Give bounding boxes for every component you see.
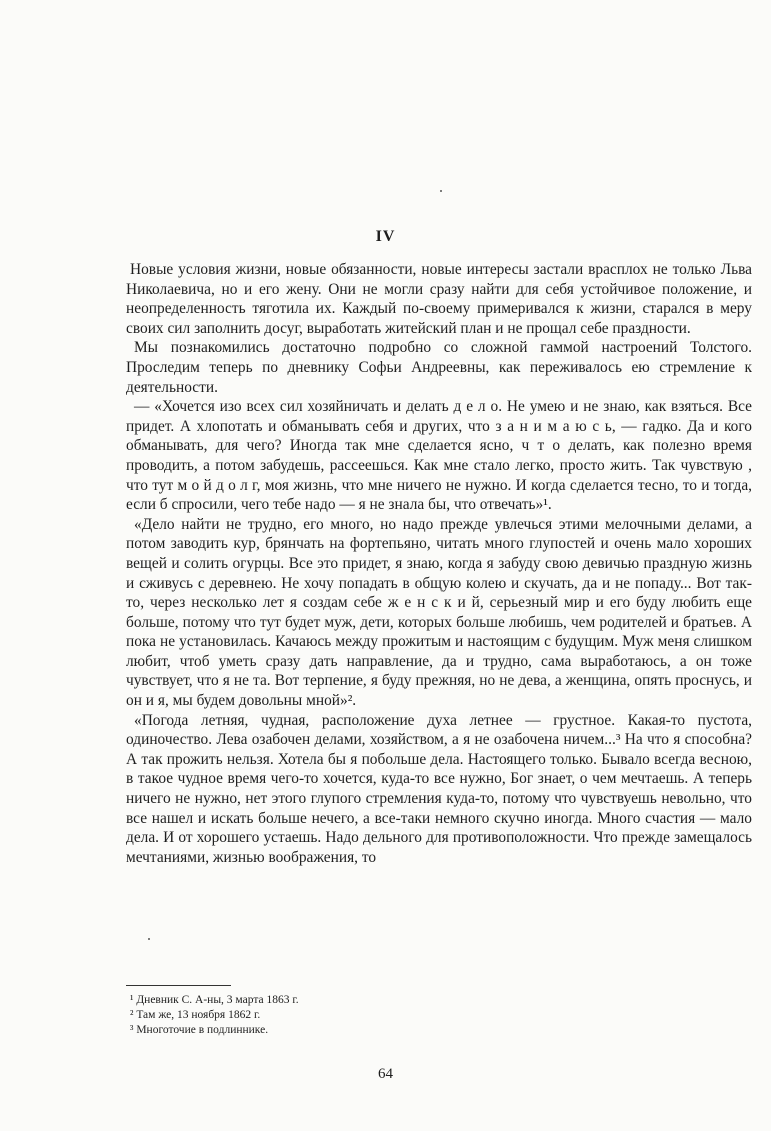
footnote-divider — [126, 985, 231, 986]
footnote-2: ² Там же, 13 ноября 1862 г. — [130, 1009, 261, 1021]
scan-speck — [148, 938, 150, 940]
paragraph-1: Новые условия жизни, новые обязанности, новые интересы застали врасплох не только Льва Николаевича, но и его жену. Они не могли сразу найти для себя устойчивое положение, и неопределенность тяготила их. Каждый по-своему примеривался к жизни, старался в меру своих сил заполнить досуг, выработать житейский план и не прощал себе праздности. — [126, 261, 752, 337]
body-text — [126, 260, 752, 867]
paragraph-4: «Дело найти не трудно, его много, но надо прежде увлечься этими мелочными делами, а потом заводить кур, брянчать на фортепьяно, читать много глупостей и очень мало хороших вещей и солить огурцы. Все это придет, я знаю, когда я забуду свою девичью праздную жизнь и сживусь с деревнею. Не хочу попадать в общую колею и скучать, да и не попаду... Вот так-то, через несколько лет я создам себе ж е н с к и й, серьезный мир и его буду любить еще больше, потому что тут будет муж, дети, которых больше любишь, чем родителей и братьев. А пока не установилась. Качаюсь между прожитым и настоящим с будущим. Муж меня слишком любит, чтоб уметь сразу дать направление, да и трудно, сама выработаюсь, а он тоже чувствует, что я не та. Вот терпение, я буду прежняя, но не дева, а женщина, опять проснусь, и он и я, мы будем довольны мной»². — [126, 515, 752, 710]
chapter-heading: IV — [375, 228, 396, 245]
scan-speck — [440, 190, 442, 192]
footnote-3: ³ Многоточие в подлиннике. — [130, 1024, 269, 1036]
paragraph-5: «Погода летняя, чудная, расположение духа летнее — грустное. Какая-то пустота, одиночество. Лева озабочен делами, хозяйством, а я не озабочена ничем...³ На что я способна? А так прожить нельзя. Хотела бы я побольше дела. Настоящего только. Бывало всегда весною, в такое чудное время чего-то хочется, куда-то все нужно, Бог знает, о чем мечтаешь. А теперь ничего не нужно, нет этого глупого стремления куда-то, потому что чувствуешь невольно, что все нашел и искать больше нечего, а все-таки немного скучно иногда. Много счастия — мало дела. И от хорошего устаешь. Надо дельного для противоположности. Что прежде замещалось мечтаниями, жизнью воображения, то — [126, 711, 752, 866]
footnote-1: ¹ Дневник С. А-ны, 3 марта 1863 г. — [130, 994, 299, 1006]
paragraph-3: — «Хочется изо всех сил хозяйничать и делать д е л о. Не умею и не знаю, как взяться. Все придет. А хлопотать и обманывать себя и других, что з а н и м а ю с ь, — гадко. Да и кого обманывать, для чего? Иногда так мне сделается ясно, ч т о делать, как полезно время проводить, а потом забудешь, рассеешься. Как мне стало легко, просто жить. Так чувствую , что тут м о й д о л г, моя жизнь, что мне ничего не нужно. И когда сделается тесно, то и тогда, если б спросили, чего тебе надо — я не знала бы, что отвечать»¹. — [126, 398, 752, 514]
paragraph-2: Мы познакомились достаточно подробно со сложной гаммой настроений Толстого. Проследим теперь по дневнику Софьи Андреевны, как переживалось ею стремление к деятельности. — [126, 339, 752, 396]
page-number: 64 — [378, 1066, 393, 1082]
footnotes — [130, 993, 530, 1038]
